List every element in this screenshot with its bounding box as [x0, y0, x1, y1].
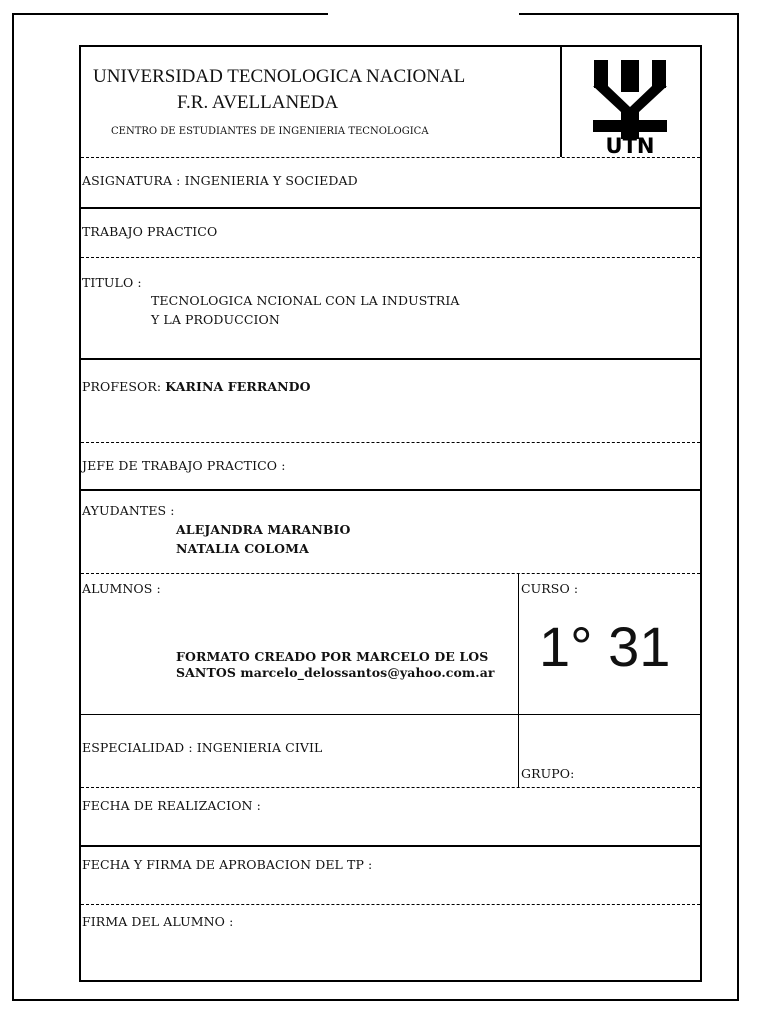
firma-alumno-label: FIRMA DEL ALUMNO : [82, 914, 234, 929]
ayudantes-label: AYUDANTES : [82, 503, 175, 518]
page-border-left [12, 13, 14, 1001]
profesor-label: PROFESOR: [82, 379, 162, 394]
titulo-line-2: Y LA PRODUCCION [151, 312, 280, 327]
university-title: UNIVERSIDAD TECNOLOGICA NACIONAL [93, 66, 466, 87]
row-titulo [81, 257, 700, 359]
ayudante-name-2: NATALIA COLOMA [176, 541, 309, 556]
logo-cell [560, 47, 702, 157]
alumnos-label: ALUMNOS : [82, 581, 161, 596]
curso-label: CURSO : [521, 581, 579, 596]
row-ayudantes [81, 489, 700, 575]
row-asignatura [81, 157, 700, 208]
row-fecha-realizacion [81, 787, 700, 846]
page-border-bottom [12, 999, 739, 1001]
row-alumnos [81, 573, 700, 715]
page-border-top-left [13, 13, 328, 15]
row-fecha-aprobacion [81, 845, 700, 906]
row-firma-alumno [81, 904, 700, 981]
profesor-name: KARINA FERRANDO [165, 379, 311, 394]
row-jefe [81, 442, 700, 490]
jefe-label: JEFE DE TRABAJO PRACTICO : [82, 458, 286, 473]
profesor-field [82, 379, 311, 394]
fecha-aprobacion-label: FECHA Y FIRMA DE APROBACION DEL TP : [82, 857, 373, 872]
especialidad-label: ESPECIALIDAD : INGENIERIA CIVIL [82, 740, 323, 755]
utn-logo-text: UTN [605, 134, 655, 155]
fecha-realizacion-label: FECHA DE REALIZACION : [82, 798, 261, 813]
row-especialidad [81, 714, 700, 788]
titulo-line-1: TECNOLOGICA NCIONAL CON LA INDUSTRIA [151, 293, 460, 308]
student-center-title: CENTRO DE ESTUDIANTES DE INGENIERIA TECNOLOGICA [111, 126, 429, 137]
credit-line-1: FORMATO CREADO POR MARCELO DE LOS [176, 649, 489, 664]
row-trabajo-practico [81, 207, 700, 259]
trabajo-practico-label: TRABAJO PRACTICO [82, 224, 218, 239]
ayudante-name-1: ALEJANDRA MARANBIO [176, 522, 351, 537]
credit-line-2: SANTOS marcelo_delossantos@yahoo.com.ar [176, 665, 495, 680]
page-border-top-right [519, 13, 739, 15]
faculty-title: F.R. AVELLANEDA [177, 92, 339, 113]
grupo-label: GRUPO: [521, 766, 575, 781]
row-profesor [81, 358, 700, 444]
page-border-right [737, 13, 739, 1001]
utn-logo-icon [562, 47, 702, 155]
curso-value: 1° 31 [539, 615, 671, 678]
asignatura-label: ASIGNATURA : INGENIERIA Y SOCIEDAD [82, 173, 358, 188]
titulo-label: TITULO : [82, 275, 142, 290]
cover-form [79, 45, 702, 982]
